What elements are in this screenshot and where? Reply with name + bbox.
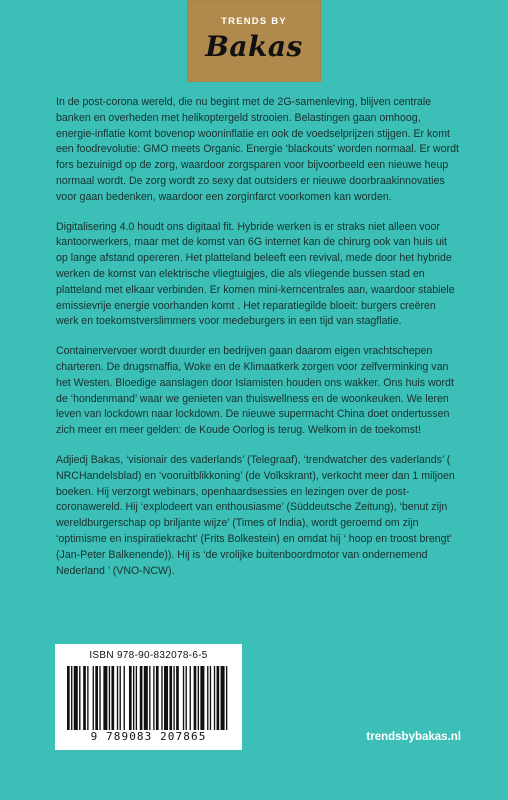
barcode-bar (153, 666, 154, 730)
paragraph-3: Containervervoer wordt duurder en bedrijven gaan daarom eigen vrachtschepen charteren. De drugsmaffia, Woke en de Klimaatkerk zorgen voor zelfverminking van het Westen. Bloedige aanslagen door Islamisten houden ons wakker. Ons huis wordt de ‘hondenmand’ waar we genieten van thuiswellness en de woonkeuken. We leren leven van lockdown naar lockdown. De nieuwe supermacht China doet ondertussen zich meer en meer gelden: de Koude Oorlog is terug. Welkom in de toekomst! (56, 345, 454, 437)
barcode-bar (149, 666, 150, 730)
barcode-bar (217, 666, 220, 730)
barcode-bar (210, 666, 211, 730)
barcode-bar (109, 666, 110, 730)
barcode-bar (183, 666, 184, 730)
publisher-logo (187, 0, 321, 82)
barcode-bar (221, 666, 225, 730)
barcode-bar (103, 666, 107, 730)
barcode-bar (214, 666, 215, 730)
barcode-bar (169, 666, 172, 730)
barcode-bar (74, 666, 78, 730)
barcode-bar (124, 666, 125, 730)
logo-main-text: Bakas (205, 30, 303, 63)
barcode-bar (99, 666, 100, 730)
barcode-digits: 9 789083 207865 (90, 730, 207, 743)
barcode-bar (144, 666, 148, 730)
back-cover-text (56, 95, 460, 593)
barcode-bar (186, 666, 187, 730)
barcode-bar (120, 666, 121, 730)
barcode-bar (226, 666, 227, 730)
paragraph-2: Digitalisering 4.0 houdt ons digitaal fit. Hybride werken is er straks niet alleen voor kantoorwerkers, maar met de komst van 6G internet kan de chirurg ook van huis uit op lange afstand opereren. Het platteland beleeft een revival, mede door het hybride werken de komst van elektrische vliegtuigjes, die als vliegende bussen stad en platteland met elkaar verbinden. Er komen mini-kerncentrales aan, waardoor stabiele emissievrije energie voorhanden komt . Het reparatiegilde bloeit: burgers creëren werk en toekomstverslimmers voor medeburgers in een tijd van stagflatie. (56, 220, 455, 328)
barcode-bar (194, 666, 197, 730)
logo-top-text: TRENDS BY (221, 16, 287, 27)
isbn-barcode (55, 644, 242, 750)
barcode-bar (161, 666, 162, 730)
barcode-bar (95, 666, 98, 730)
barcode-bar (140, 666, 143, 730)
barcode-bar (87, 666, 88, 730)
barcode-bar (129, 666, 132, 730)
barcode-bar (83, 666, 86, 730)
barcode-bar (136, 666, 137, 730)
barcode-bar (207, 666, 208, 730)
barcode-bar (156, 666, 159, 730)
barcode-bar (164, 666, 168, 730)
barcode-bar (198, 666, 199, 730)
barcode-bar (176, 666, 179, 730)
isbn-label: ISBN 978-90-832078-6-5 (89, 650, 208, 661)
barcode-bar (93, 666, 94, 730)
author-bio: Adjiedj Bakas, ‘visionair des vaderlands’ (Telegraaf), ‘trendwatcher des vaderlands’ ( NRCHandelsblad) en ‘vooruitblikkoning’ (de Volkskrant), verkocht meer dan 1 miljoen boeken. Hij verzorgt webinars, openhaardsessies en lezingen over de post-coronawereld. Hij ‘explodeert van enthousiasme’ (Süddeutsche Zeitung), ‘benut zijn wereldburgerschap op briljante wijze’ (Times of India), wordt geroemd om zijn ‘optimisme en inspiratiekracht’ (Frits Bolkestein) en omdat hij ‘ hoop en troost brengt’ (Jan-Peter Balkenende)). Hij is ‘de vrolijke buitenboordmotor van ondernemend Nederland ’ (VNO-NCW). (56, 453, 455, 577)
website-url: trendsbybakas.nl (366, 731, 461, 743)
barcode-bar (71, 666, 72, 730)
barcode-bar (190, 666, 191, 730)
barcode-bar (173, 666, 174, 730)
barcode-bar (79, 666, 80, 730)
barcode-bar (67, 666, 70, 730)
barcode-icon (67, 666, 230, 730)
barcode-bar (200, 666, 204, 730)
barcode-bar (111, 666, 114, 730)
paragraph-1: In de post-corona wereld, die nu begint met de 2G-samenleving, blijven centrale banken en overheden met helikoptergeld strooien. Belastingen gaan omhoog, energie-inflatie komt bovenop wooninflatie en ook de voedselprijzen stijgen. Er komt een foodrevolutie: GMO meets Organic. Energie ‘blackouts’ worden normaal. Er wordt fors bezuinigd op de zorg, waardoor zorgsparen voor bijvoorbeeld een nieuwe heup normaal wordt. De zorg wordt zo sexy dat outsiders er nieuwe doorbraakinnovaties voor gaan bedenken, waardoor een zorginfarct voorkomen kan worden. (56, 96, 459, 203)
barcode-bar (117, 666, 118, 730)
barcode-bar (133, 666, 134, 730)
